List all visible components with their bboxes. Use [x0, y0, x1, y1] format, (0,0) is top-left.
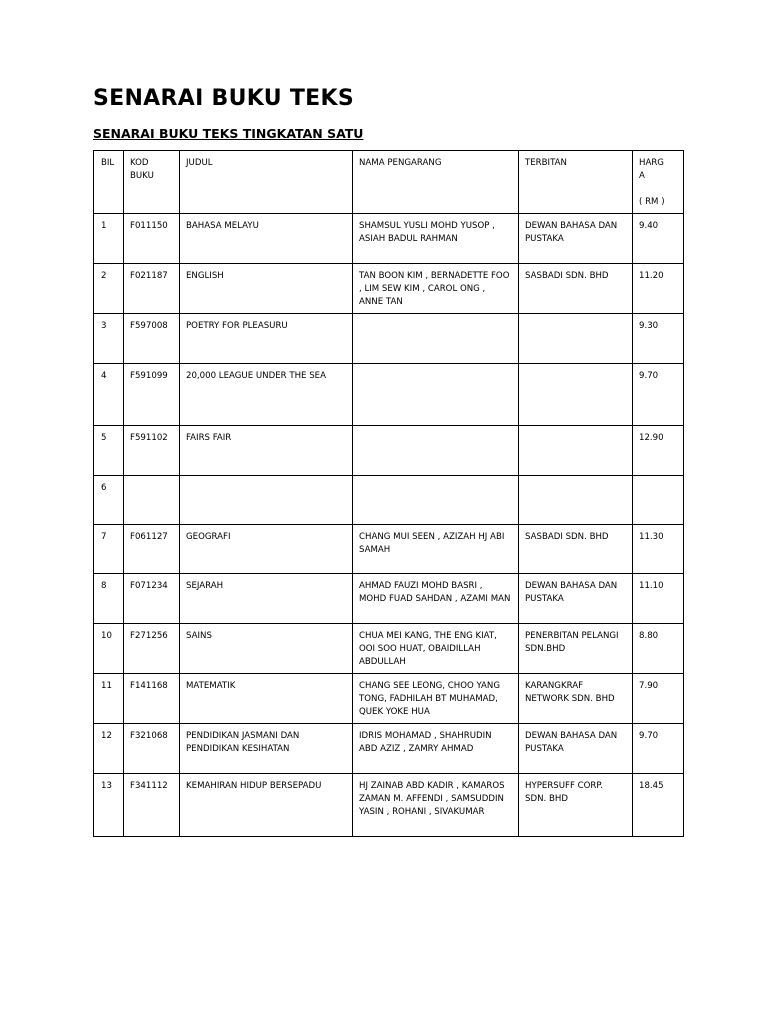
cell-harga: 11.30: [633, 525, 684, 574]
cell-kod-buku: F591102: [124, 426, 180, 476]
cell-terbitan: [519, 364, 633, 426]
cell-harga: 12.90: [633, 426, 684, 476]
cell-terbitan: [519, 476, 633, 525]
cell-kod-buku: F141168: [124, 674, 180, 724]
cell-kod-buku: [124, 476, 180, 525]
table-row: [94, 574, 684, 624]
cell-nama-pengarang: [353, 476, 519, 525]
cell-harga: 9.70: [633, 724, 684, 774]
cell-bil: 4: [94, 364, 124, 426]
cell-nama-pengarang: SHAMSUL YUSLI MOHD YUSOP , ASIAH BADUL RAHMAN: [353, 214, 519, 264]
cell-terbitan: DEWAN BAHASA DAN PUSTAKA: [519, 574, 633, 624]
section-title: SENARAI BUKU TEKS TINGKATAN SATU: [93, 126, 364, 141]
header-harga-line2: A: [639, 171, 645, 181]
cell-harga: 9.70: [633, 364, 684, 426]
cell-harga: 18.45: [633, 774, 684, 837]
cell-judul: BAHASA MELAYU: [180, 214, 353, 264]
table-row: [94, 774, 684, 837]
cell-nama-pengarang: AHMAD FAUZI MOHD BASRI , MOHD FUAD SAHDAN , AZAMI MAN: [353, 574, 519, 624]
header-judul: JUDUL: [180, 151, 353, 214]
cell-judul: MATEMATIK: [180, 674, 353, 724]
cell-kod-buku: F341112: [124, 774, 180, 837]
cell-judul: SEJARAH: [180, 574, 353, 624]
cell-bil: 5: [94, 426, 124, 476]
header-terbitan: TERBITAN: [519, 151, 633, 214]
table-row: [94, 525, 684, 574]
cell-nama-pengarang: TAN BOON KIM , BERNADETTE FOO , LIM SEW KIM , CAROL ONG , ANNE TAN: [353, 264, 519, 314]
header-harga-line1: HARG: [639, 158, 664, 168]
cell-terbitan: HYPERSUFF CORP. SDN. BHD: [519, 774, 633, 837]
cell-kod-buku: F591099: [124, 364, 180, 426]
header-kod-buku: [124, 151, 180, 214]
cell-terbitan: PENERBITAN PELANGI SDN.BHD: [519, 624, 633, 674]
table-body: [94, 214, 684, 837]
cell-bil: 8: [94, 574, 124, 624]
table-row: [94, 724, 684, 774]
cell-harga: 7.90: [633, 674, 684, 724]
cell-bil: 12: [94, 724, 124, 774]
cell-kod-buku: F071234: [124, 574, 180, 624]
header-kod-line2: BUKU: [130, 171, 154, 181]
cell-nama-pengarang: [353, 314, 519, 364]
table-row: [94, 476, 684, 525]
cell-nama-pengarang: [353, 364, 519, 426]
header-harga: [633, 151, 684, 214]
page-title: SENARAI BUKU TEKS: [93, 86, 354, 111]
cell-bil: 1: [94, 214, 124, 264]
table-header-row: [94, 151, 684, 214]
cell-kod-buku: F011150: [124, 214, 180, 264]
cell-harga: 11.20: [633, 264, 684, 314]
cell-judul: FAIRS FAIR: [180, 426, 353, 476]
cell-kod-buku: F021187: [124, 264, 180, 314]
cell-terbitan: SASBADI SDN. BHD: [519, 525, 633, 574]
cell-judul: 20,000 LEAGUE UNDER THE SEA: [180, 364, 353, 426]
cell-bil: 2: [94, 264, 124, 314]
cell-judul: ENGLISH: [180, 264, 353, 314]
header-nama-pengarang: NAMA PENGARANG: [353, 151, 519, 214]
cell-judul: [180, 476, 353, 525]
cell-kod-buku: F271256: [124, 624, 180, 674]
cell-nama-pengarang: HJ ZAINAB ABD KADIR , KAMAROS ZAMAN M. AFFENDI , SAMSUDDIN YASIN , ROHANI , SIVAKUMAR: [353, 774, 519, 837]
table-row: [94, 426, 684, 476]
cell-harga: 9.40: [633, 214, 684, 264]
cell-kod-buku: F061127: [124, 525, 180, 574]
cell-kod-buku: F321068: [124, 724, 180, 774]
cell-nama-pengarang: CHUA MEI KANG, THE ENG KIAT, OOI SOO HUAT, OBAIDILLAH ABDULLAH: [353, 624, 519, 674]
table-row: [94, 674, 684, 724]
cell-harga: 9.30: [633, 314, 684, 364]
cell-bil: 10: [94, 624, 124, 674]
cell-bil: 13: [94, 774, 124, 837]
cell-terbitan: [519, 314, 633, 364]
header-kod-line1: KOD: [130, 158, 149, 168]
cell-judul: PENDIDIKAN JASMANI DAN PENDIDIKAN KESIHATAN: [180, 724, 353, 774]
cell-bil: 3: [94, 314, 124, 364]
cell-harga: [633, 476, 684, 525]
cell-judul: POETRY FOR PLEASURU: [180, 314, 353, 364]
table-row: [94, 364, 684, 426]
cell-terbitan: [519, 426, 633, 476]
textbook-table: [93, 150, 684, 837]
table-row: [94, 214, 684, 264]
cell-harga: 8.80: [633, 624, 684, 674]
cell-bil: 7: [94, 525, 124, 574]
cell-nama-pengarang: [353, 426, 519, 476]
cell-kod-buku: F597008: [124, 314, 180, 364]
table-row: [94, 314, 684, 364]
cell-terbitan: DEWAN BAHASA DAN PUSTAKA: [519, 724, 633, 774]
cell-harga: 11.10: [633, 574, 684, 624]
header-bil: BIL: [94, 151, 124, 214]
cell-bil: 6: [94, 476, 124, 525]
cell-nama-pengarang: IDRIS MOHAMAD , SHAHRUDIN ABD AZIZ , ZAMRY AHMAD: [353, 724, 519, 774]
cell-nama-pengarang: CHANG SEE LEONG, CHOO YANG TONG, FADHILAH BT MUHAMAD, QUEK YOKE HUA: [353, 674, 519, 724]
cell-judul: KEMAHIRAN HIDUP BERSEPADU: [180, 774, 353, 837]
cell-terbitan: KARANGKRAF NETWORK SDN. BHD: [519, 674, 633, 724]
cell-nama-pengarang: CHANG MUI SEEN , AZIZAH HJ ABI SAMAH: [353, 525, 519, 574]
cell-bil: 11: [94, 674, 124, 724]
cell-terbitan: DEWAN BAHASA DAN PUSTAKA: [519, 214, 633, 264]
cell-terbitan: SASBADI SDN. BHD: [519, 264, 633, 314]
cell-judul: SAINS: [180, 624, 353, 674]
table-row: [94, 264, 684, 314]
header-harga-unit: ( RM ): [639, 197, 665, 207]
table-row: [94, 624, 684, 674]
cell-judul: GEOGRAFI: [180, 525, 353, 574]
